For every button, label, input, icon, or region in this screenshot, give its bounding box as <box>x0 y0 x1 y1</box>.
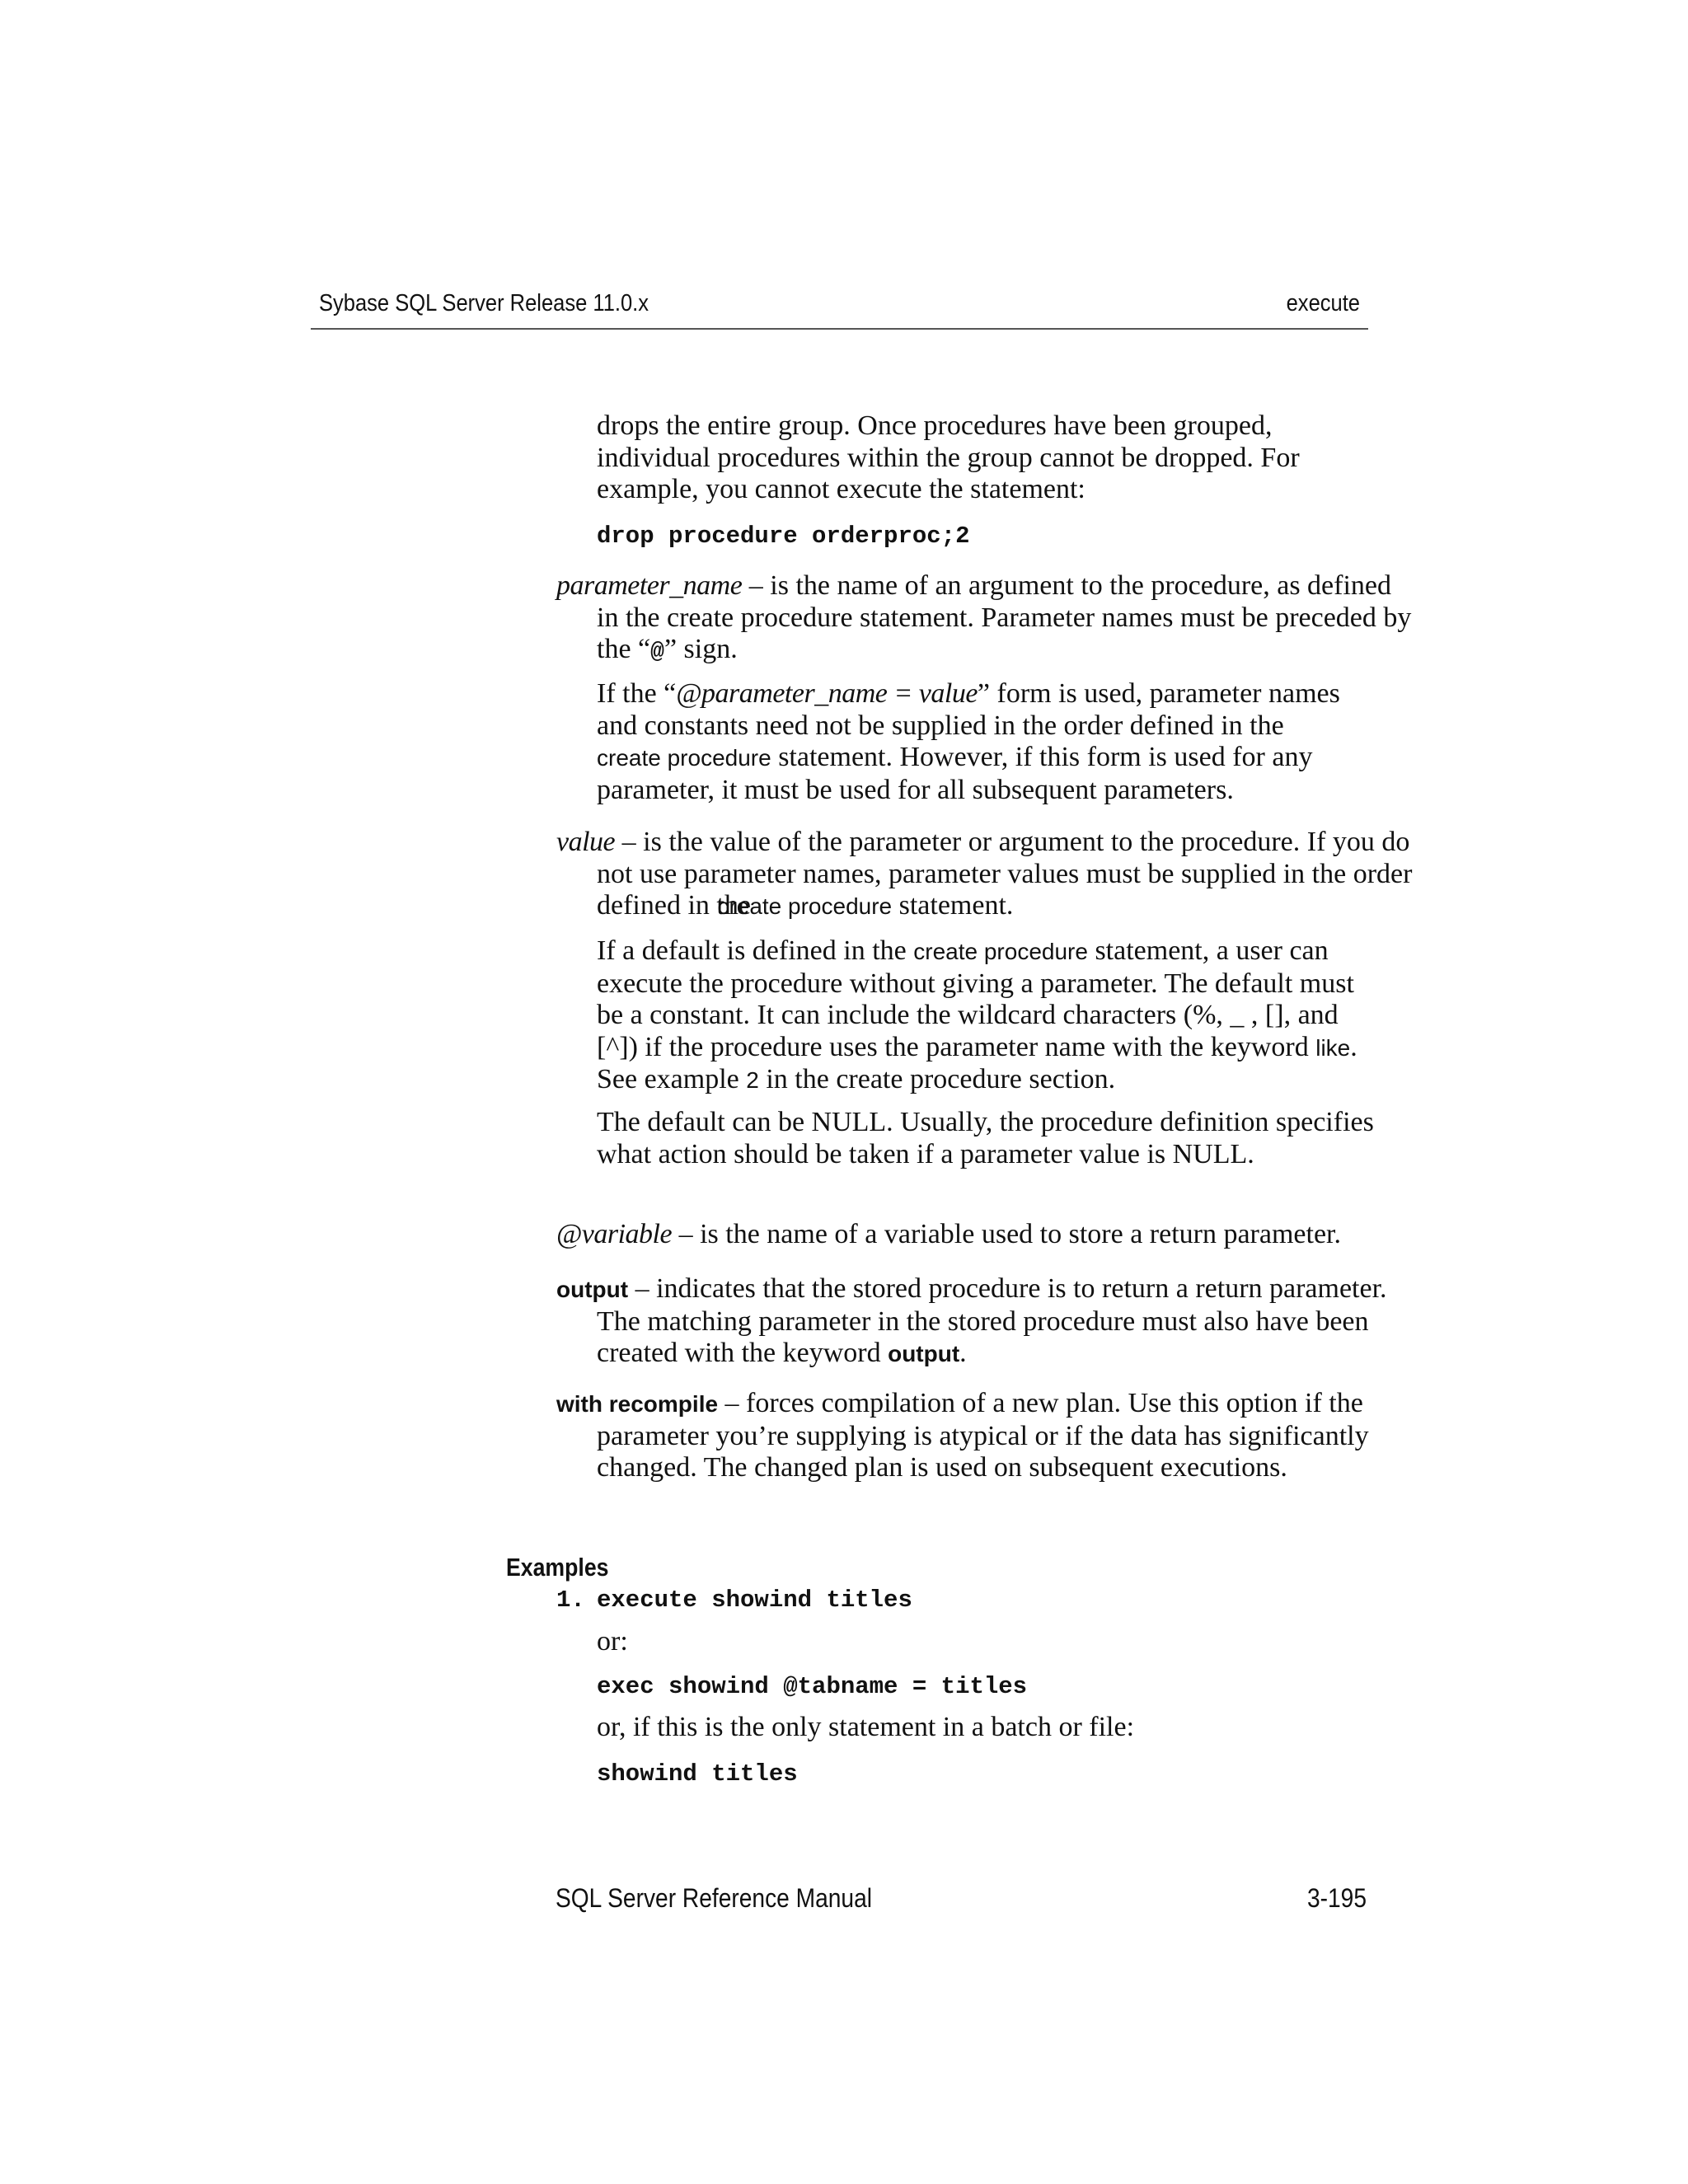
param-name-desc-1: – is the name of an argument to the procedure, as defined in the create procedure statement. Parameter names must be preceded by the “ <box>597 570 1412 664</box>
running-header-section: execute <box>1286 290 1360 316</box>
value-desc-1: – is the value of the parameter or argument to the procedure. If you do not use parameter names, parameter values must be supplied in the order defined in the <box>597 827 1413 921</box>
variable-desc: – is the name of a variable used to store a return parameter. <box>672 1219 1341 1249</box>
output-desc-2: . <box>959 1338 967 1368</box>
or-text-1: or: <box>597 1626 628 1657</box>
term-value: value <box>556 827 616 857</box>
param-name-desc-2: ” sign. <box>663 634 738 664</box>
example-1-number: 1. <box>556 1586 585 1614</box>
default-text-d: in the create procedure section. <box>758 1064 1116 1094</box>
form-syntax: @parameter_name = value <box>676 678 978 709</box>
form-text-a: If the “ <box>597 678 677 709</box>
running-header-title: Sybase SQL Server Release 11.0.x <box>319 290 649 316</box>
header-rule <box>311 328 1368 330</box>
examples-heading: Examples <box>506 1553 609 1582</box>
code-exec-tabname: exec showind @tabname = titles <box>597 1673 1028 1700</box>
param-value <box>556 827 1416 923</box>
group-paragraph: drops the entire group. Once procedures have been grouped, individual procedures within the group cannot be dropped. For example, you cannot execute the statement: <box>597 410 1300 504</box>
footer-page-number: 3-195 <box>1306 1883 1367 1913</box>
code-showind-titles: showind titles <box>597 1760 798 1788</box>
term-variable: @variable <box>556 1219 673 1249</box>
form-text-b: ” form is used, parameter names and constants need not be supplied in the order defined in the <box>597 678 1340 741</box>
param-variable <box>556 1219 1416 1251</box>
term-parameter-name: parameter_name <box>556 570 743 601</box>
example-number: 2 <box>746 1067 759 1093</box>
default-text-c: . See example <box>597 1031 1357 1094</box>
default-text-b: statement, a user can execute the procedure without giving a parameter. The default must be a constant. It can include the wildcard characters (%, _ , [], and [^]) if the procedure uses the parameter name with the keyword <box>597 935 1354 1062</box>
code-execute-showind: execute showind titles <box>597 1586 912 1614</box>
param-with-recompile <box>556 1388 1416 1484</box>
recompile-desc: – forces compilation of a new plan. Use this option if the parameter you’re supplying is atypical or if the data has significantly changed. The changed plan is used on subsequent executions. <box>597 1388 1369 1483</box>
or-text-2: or, if this is the only statement in a batch or file: <box>597 1712 1135 1742</box>
term-output: output <box>556 1277 629 1302</box>
code-drop-procedure: drop procedure orderproc;2 <box>597 523 970 550</box>
param-output <box>556 1273 1416 1371</box>
footer-manual-title: SQL Server Reference Manual <box>556 1883 872 1913</box>
output-desc-1: – indicates that the stored procedure is to return a return parameter. The matching parameter in the stored procedure must also have been created with the keyword <box>597 1273 1387 1368</box>
value-desc-2: statement. <box>892 890 1014 921</box>
value-null-paragraph: The default can be NULL. Usually, the procedure definition specifies what action should be taken if a parameter value is NULL. <box>597 1107 1374 1169</box>
term-with-recompile: with recompile <box>556 1391 719 1417</box>
value-default-paragraph <box>597 935 1376 1097</box>
param-name-form-paragraph <box>597 678 1376 806</box>
keyword-like: like <box>1315 1034 1351 1061</box>
keyword-create-procedure: create procedure <box>717 893 893 919</box>
default-text-a: If a default is defined in the <box>597 935 914 966</box>
param-parameter-name <box>556 570 1416 669</box>
at-sign: @ <box>650 640 664 665</box>
form-text-c: statement. However, if this form is used for any parameter, it must be used for all subsequent parameters. <box>597 742 1313 805</box>
keyword-output: output <box>888 1341 960 1366</box>
keyword-create-procedure: create procedure <box>597 745 771 771</box>
keyword-create-procedure: create procedure <box>913 939 1088 964</box>
